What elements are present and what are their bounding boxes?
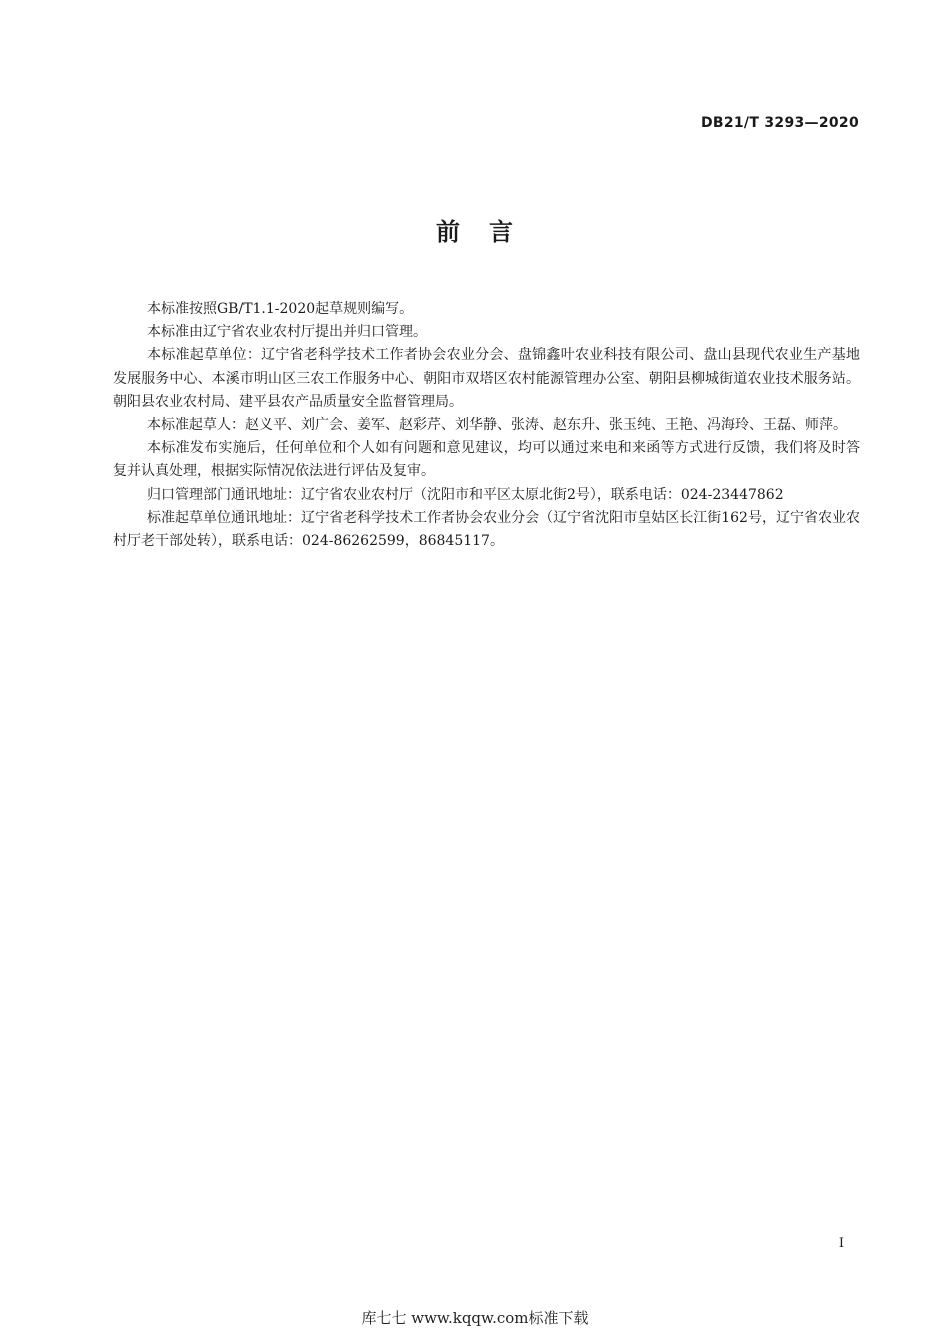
page-title — [0, 212, 950, 247]
paragraph-feedback: 本标准发布实施后，任何单位和个人如有问题和意见建议，均可以通过来电和来函等方式进行反馈，我们将及时答复并认真处理，根据实际情况依法进行评估及复审。 — [113, 440, 860, 480]
paragraph-drafting-rules: 本标准按照GB/T1.1-2020起草规则编写。 — [147, 301, 414, 317]
paragraph-management-address: 归口管理部门通讯地址：辽宁省农业农村厅（沈阳市和平区太原北街2号），联系电话：024-23447862 — [147, 486, 784, 503]
paragraph-drafting-unit-address: 标准起草单位通讯地址：辽宁省老科学技术工作者协会农业分会（辽宁省沈阳市皇姑区长江街162号，辽宁省农业农村厅老干部处转），联系电话：024-86262599，86845117。 — [113, 509, 860, 550]
paragraph-proposer: 本标准由辽宁省农业农村厅提出并归口管理。 — [147, 324, 427, 341]
paragraph-drafting-units: 本标准起草单位：辽宁省老科学技术工作者协会农业分会、盘锦鑫叶农业科技有限公司、盘山县现代农业生产基地发展服务中心、本溪市明山区三农工作服务中心、朝阳市双塔区农村能源管理办公室、朝阳县柳城街道农业技术服务站。朝阳县农业农村局、建平县农产品质量安全监督管理局。 — [113, 347, 860, 410]
paragraph-drafters: 本标准起草人：赵义平、刘广会、姜军、赵彩芹、刘华静、张涛、赵东升、张玉纯、王艳、冯海玲、王磊、师萍。 — [147, 417, 847, 434]
footer-watermark: 库七七 www.kqqw.com标准下载 — [361, 1309, 589, 1327]
foreword-body — [113, 298, 860, 553]
title-char-2: 言 — [489, 218, 514, 246]
page-number: I — [838, 1236, 844, 1251]
title-char-1: 前 — [436, 218, 461, 246]
document-code: DB21/T 3293—2020 — [700, 115, 859, 131]
